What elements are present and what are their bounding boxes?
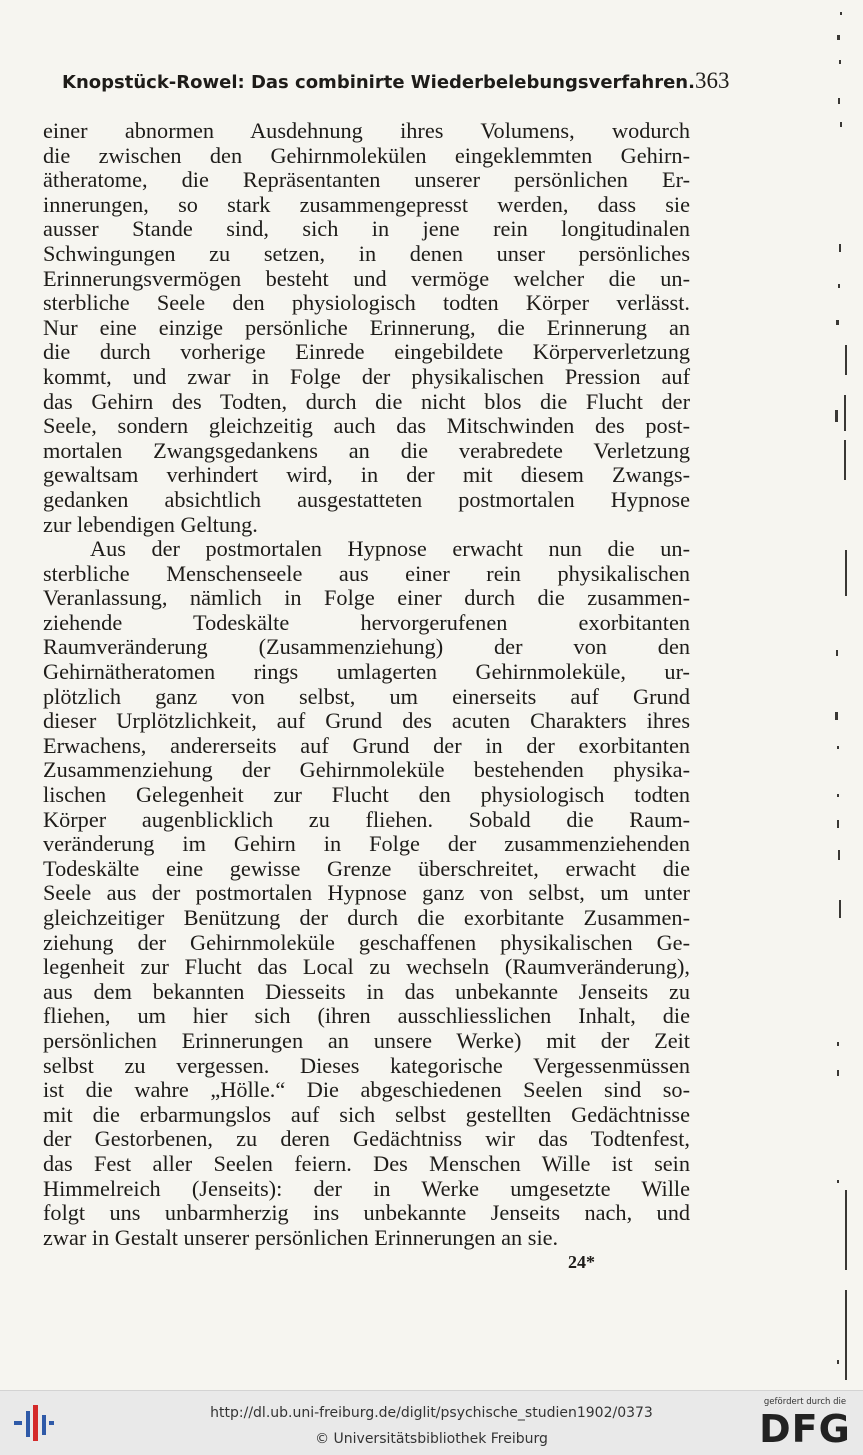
text-line: Raumveränderung (Zusammenziehung) der von den	[43, 634, 690, 660]
text-line: Gehirnätheratomen rings umlagerten Gehirnmoleküle, ur-	[43, 659, 690, 685]
text-line: das Gehirn des Todten, durch die nicht blos die Flucht der	[43, 388, 690, 414]
text-line: ziehung der Gehirnmoleküle geschaffenen physikalischen Ge-	[43, 929, 690, 955]
text-line: gewaltsam verhindert wird, in der mit diesem Zwangs-	[43, 462, 690, 488]
text-line: aus dem bekannten Diesseits in das unbekannte Jenseits zu	[43, 978, 690, 1004]
scan-line	[844, 395, 846, 431]
text-line: zwar in Gestalt unserer persönlichen Erinnerungen an sie.	[43, 1224, 559, 1250]
scan-speck	[835, 712, 838, 720]
text-line: ätheratome, die Repräsentanten unserer persönlichen Er-	[43, 167, 690, 193]
scan-speck	[837, 820, 839, 828]
scan-speck	[837, 1360, 839, 1364]
text-line: persönlichen Erinnerungen an unsere Werke) mit der Zeit	[43, 1027, 690, 1053]
text-line: Seele aus der postmortalen Hypnose ganz von selbst, um unter	[43, 880, 690, 906]
text-line: das Fest aller Seelen feiern. Des Menschen Wille ist sein	[43, 1150, 690, 1176]
text-line: Himmelreich (Jenseits): der in Werke umgesetzte Wille	[43, 1175, 690, 1201]
text-line: Aus der postmortalen Hypnose erwacht nun die un-	[90, 536, 690, 562]
scan-speck	[838, 98, 840, 104]
signature-mark: 24*	[568, 1252, 595, 1272]
scan-speck	[840, 122, 842, 127]
text-line: einer abnormen Ausdehnung ihres Volumens, wodurch	[43, 118, 690, 143]
dfg-logo	[757, 1397, 853, 1451]
body-text	[43, 119, 690, 1250]
scan-line	[844, 440, 846, 480]
text-line: sterbliche Menschenseele aus einer rein physikalischen	[43, 560, 690, 586]
text-line: ausser Stande sind, sich in jene rein longitudinalen	[43, 216, 690, 242]
text-line: plötzlich ganz von selbst, um einerseits auf Grund	[43, 683, 690, 709]
text-line: gedanken absichtlich ausgestatteten postmortalen Hypnose	[43, 486, 690, 512]
scan-speck	[837, 794, 839, 797]
dfg-caption: gefördert durch die	[763, 1397, 847, 1407]
footer-bar	[0, 1390, 863, 1455]
text-line: Todeskälte eine gewisse Grenze überschreitet, erwacht die	[43, 855, 690, 881]
text-line: innerungen, so stark zusammengepresst werden, dass sie	[43, 191, 690, 217]
text-line: selbst zu vergessen. Dieses kategorische Vergessenmüssen	[43, 1052, 690, 1078]
text-line: Erwachens, andererseits auf Grund der in der exorbitanten	[43, 732, 690, 758]
text-line: mortalen Zwangsgedankens an die verabredete Verletzung	[43, 437, 690, 463]
scan-speck	[837, 1180, 839, 1183]
text-line: Körper augenblicklich zu fliehen. Sobald die Raum-	[43, 806, 690, 832]
text-line: die zwischen den Gehirnmolekülen eingeklemmten Gehirn-	[43, 142, 690, 168]
scan-speck	[836, 650, 838, 656]
scan-speck	[837, 746, 839, 749]
text-line: gleichzeitiger Benützung der durch die exorbitante Zusammen-	[43, 905, 690, 930]
text-line: legenheit zur Flucht das Local zu wechseln (Raumveränderung),	[43, 954, 690, 980]
text-line: ziehende Todeskälte hervorgerufenen exorbitanten	[43, 609, 690, 635]
scan-speck	[839, 900, 841, 918]
text-line: sterbliche Seele den physiologisch todten Körper verlässt.	[43, 290, 690, 316]
scan-speck	[840, 12, 842, 15]
scan-speck	[835, 410, 838, 422]
scan-speck	[839, 244, 841, 252]
page-number: 363	[694, 68, 730, 93]
scan-speck	[838, 850, 840, 860]
text-line: zur lebendigen Geltung.	[43, 511, 258, 537]
scan-speck	[837, 1042, 839, 1046]
text-line: mit die erbarmungslos auf sich selbst gestellten Gedächtnisse	[43, 1101, 690, 1127]
scan-speck	[836, 320, 839, 325]
text-line: kommt, und zwar in Folge der physikalischen Pression auf	[43, 363, 690, 389]
running-title: Knopstück-Rowel: Das combinirte Wiederbelebungsverfahren.	[62, 72, 695, 93]
text-line: Seele, sondern gleichzeitig auch das Mitschwinden des post-	[43, 413, 690, 439]
scan-line	[845, 1190, 847, 1270]
text-line: Erinnerungsvermögen besteht und vermöge welcher die un-	[43, 265, 690, 291]
scan-speck	[838, 284, 840, 288]
text-line: folgt uns unbarmherzig ins unbekannte Jenseits nach, und	[43, 1200, 690, 1226]
scan-line	[845, 345, 847, 375]
text-line: lischen Gelegenheit zur Flucht den physiologisch todten	[43, 782, 690, 808]
text-line: Schwingungen zu setzen, in denen unser persönliches	[43, 240, 690, 266]
running-header	[62, 68, 730, 98]
text-line: die durch vorherige Einrede eingebildete Körperverletzung	[43, 339, 690, 365]
text-line: Veranlassung, nämlich in Folge einer durch die zusammen-	[43, 585, 690, 611]
text-line: Nur eine einzige persönliche Erinnerung, die Erinnerung an	[43, 314, 690, 340]
dfg-wordmark: DFG	[759, 1407, 851, 1451]
scan-line	[845, 550, 847, 596]
text-line: veränderung im Gehirn in Folge der zusammenziehenden	[43, 831, 690, 857]
text-line: dieser Urplötzlichkeit, auf Grund des acuten Charakters ihres	[43, 708, 690, 734]
copyright-notice: © Universitätsbibliothek Freiburg	[315, 1431, 548, 1447]
scan-speck	[839, 60, 841, 64]
scan-speck	[837, 1070, 839, 1076]
text-line: der Gestorbenen, zu deren Gedächtniss wir das Todtenfest,	[43, 1126, 690, 1152]
scan-speck	[837, 35, 840, 40]
text-line: fliehen, um hier sich (ihren ausschliesslichen Inhalt, die	[43, 1003, 690, 1029]
scan-line	[845, 1290, 847, 1380]
text-line: ist die wahre „Hölle.“ Die abgeschiedenen Seelen sind so-	[43, 1077, 690, 1103]
text-line: Zusammenziehung der Gehirnmoleküle bestehenden physika-	[43, 757, 690, 783]
document-url[interactable]: http://dl.ub.uni-freiburg.de/diglit/psychische_studien1902/0373	[210, 1405, 653, 1421]
scan-edge-marks	[813, 0, 863, 1390]
